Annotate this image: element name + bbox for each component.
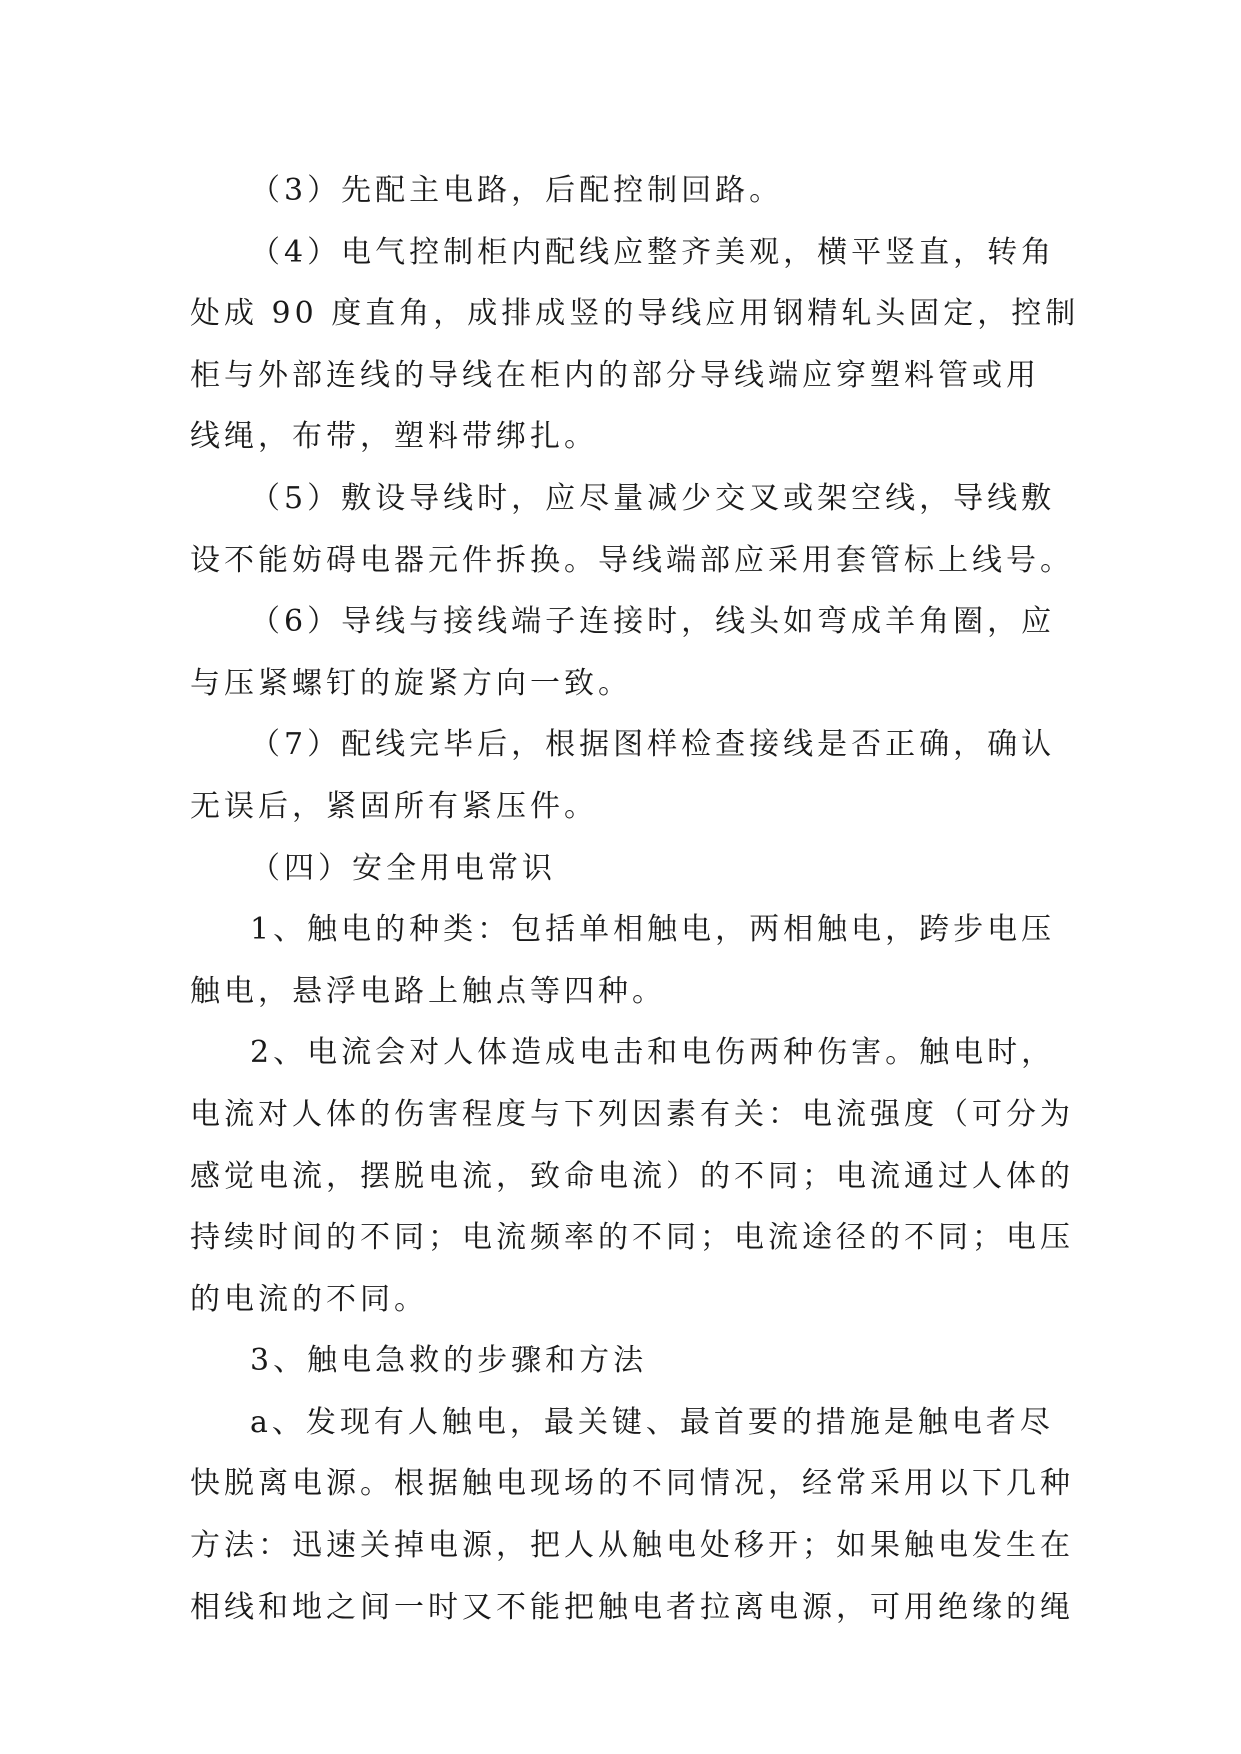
paragraph-item-a <box>190 1392 1074 1638</box>
paragraph-item-2 <box>190 1022 1074 1330</box>
text-line: （四）安全用电常识 <box>250 850 556 886</box>
text-line: 处成 90 度直角，成排成竖的导线应用钢精轧头固定，控制 <box>190 296 1080 332</box>
text-line: 与压紧螺钉的旋紧方向一致。 <box>190 665 632 701</box>
text-line: 3、触电急救的步骤和方法 <box>250 1343 648 1379</box>
text-line: 2、电流会对人体造成电击和电伤两种伤害。触电时， <box>250 1035 1056 1071</box>
paragraph-step-7 <box>190 714 1056 837</box>
text-line: （5）敷设导线时，应尽量减少交叉或架空线，导线敷 <box>250 480 1056 516</box>
text-line: （3）先配主电路，后配控制回路。 <box>250 173 784 208</box>
text-line: 快脱离电源。根据触电现场的不同情况，经常采用以下几种 <box>190 1466 1074 1502</box>
text-line: 的电流的不同。 <box>190 1281 428 1317</box>
text-line: 方法：迅速关掉电源，把人从触电处移开；如果触电发生在 <box>190 1528 1074 1564</box>
text-line: 无误后，紧固所有紧压件。 <box>190 788 598 824</box>
text-line: a、发现有人触电，最关键、最首要的措施是触电者尽 <box>250 1404 1054 1440</box>
text-line: 线绳，布带，塑料带绑扎。 <box>190 419 598 455</box>
paragraph-item-1 <box>190 899 1056 1022</box>
paragraph-step-3 <box>190 160 1050 222</box>
paragraph-step-6 <box>190 591 1056 714</box>
document-body <box>190 160 1080 1638</box>
text-line: 柜与外部连线的导线在柜内的部分导线端应穿塑料管或用 <box>190 357 1040 393</box>
text-line: （6）导线与接线端子连接时，线头如弯成羊角圈，应 <box>250 604 1056 640</box>
paragraph-step-4 <box>190 222 1080 468</box>
paragraph-step-5 <box>190 468 1074 591</box>
text-line: 触电，悬浮电路上触点等四种。 <box>190 973 666 1009</box>
text-line: 持续时间的不同；电流频率的不同；电流途径的不同；电压 <box>190 1220 1074 1256</box>
text-line: 设不能妨碍电器元件拆换。导线端部应采用套管标上线号。 <box>190 542 1074 578</box>
text-line: （4）电气控制柜内配线应整齐美观，横平竖直，转角 <box>250 234 1056 270</box>
text-line: （7）配线完毕后，根据图样检查接线是否正确，确认 <box>250 727 1056 763</box>
section-heading <box>190 838 1050 900</box>
paragraph-item-3 <box>190 1330 1050 1392</box>
text-line: 1、触电的种类：包括单相触电，两相触电，跨步电压 <box>250 912 1056 948</box>
text-line: 感觉电流，摆脱电流，致命电流）的不同；电流通过人体的 <box>190 1158 1074 1194</box>
text-line: 电流对人体的伤害程度与下列因素有关：电流强度（可分为 <box>190 1096 1074 1132</box>
text-line: 相线和地之间一时又不能把触电者拉离电源，可用绝缘的绳 <box>190 1589 1074 1625</box>
